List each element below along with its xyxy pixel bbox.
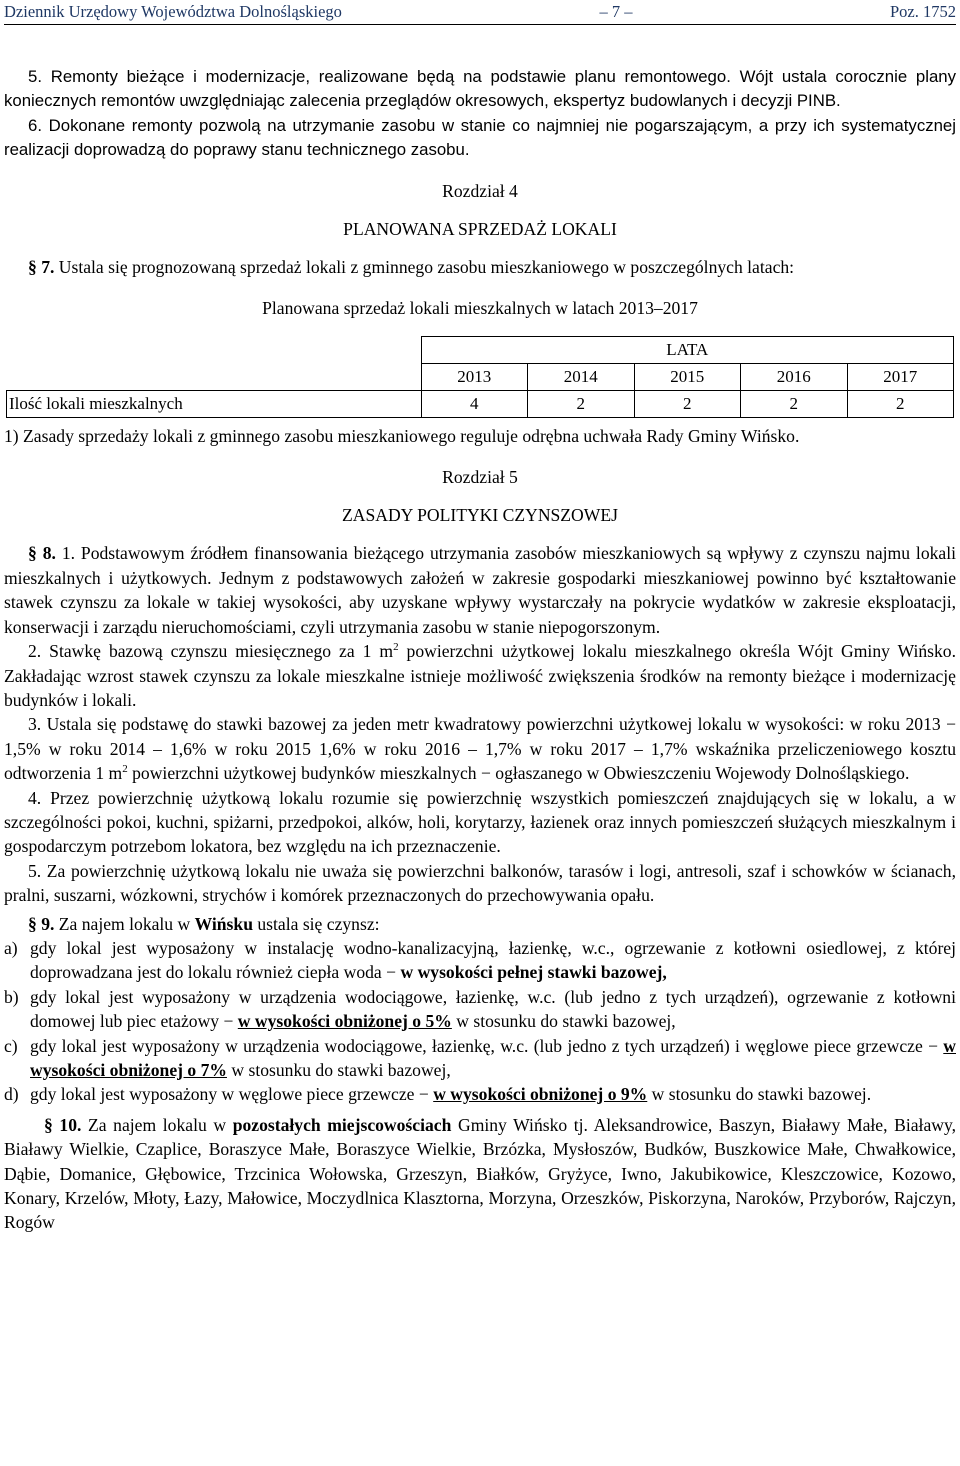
s10-text-a: Za najem lokalu w	[81, 1114, 233, 1135]
year-header: 2014	[528, 364, 635, 391]
section-8-number: § 8.	[28, 543, 56, 564]
section-9-number: § 9.	[28, 913, 55, 934]
p2-text-b: powierzchni użytkowej lokalu mieszkalnego określa Wójt Gminy Wińsko. Zakładając wzrost stawek czynszu za lokale mieszkalne istnieje możliwość zwiększenia środków na remonty bieżące i modernizację budynków i lokali.	[4, 641, 956, 710]
s10-text-b: Gminy Wińsko tj. Aleksandrowice, Baszyn, Białawy Małe, Białawy, Białawy Wielkie, Czaplice, Boraszyce Małe, Boraszyce Wielkie, Brzózka, Mysłoszów, Budków, Buszkowice Małe, Chwałkowice, Dąbie, Domanice, Głębowice, Trzcinica Wołowska, Grzeszyn, Białków, Gryżyce, Iwno, Jakubikowice, Kleszczowice, Kozowo, Konary, Krzelów, Młoty, Łazy, Małowice, Moczydlnica Klasztorna, Morzyna, Orzeszków, Piskorzyna, Naroków, Przyborów, Rajczyn, Rogów	[4, 1114, 957, 1233]
list-item-tail: w stosunku do stawki bazowej,	[226, 1060, 451, 1080]
section-7-text: Ustala się prognozowaną sprzedaż lokali z gminnego zasobu mieszkaniowego w poszczególnych latach:	[58, 257, 795, 278]
list-item	[4, 1082, 956, 1106]
table-title: Planowana sprzedaż lokali mieszkalnych w latach 2013–2017	[262, 297, 698, 318]
table-note: 1) Zasady sprzedaży lokali z gminnego zasobu mieszkaniowego reguluje odrębna uchwała Rady Gminy Wińsko.	[4, 426, 800, 447]
list-item-text: gdy lokal jest wyposażony w urządzenia wodociągowe, łazienkę, w.c. (lub jedno z tych urządzeń), ogrzewanie z kotłowni domowej lub piec etażowy −	[30, 986, 956, 1032]
list-item-text: gdy lokal jest wyposażony w węglowe piece grzewcze −	[30, 1084, 434, 1105]
list-item-emphasis: w wysokości obniżonej o 7%	[30, 1035, 956, 1080]
sales-table	[6, 336, 954, 418]
chapter-4-title: PLANOWANA SPRZEDAŻ LOKALI	[343, 219, 617, 240]
p3-superscript: 2	[122, 763, 128, 776]
chapter-5-title: ZASADY POLITYKI CZYNSZOWEJ	[342, 505, 618, 526]
list-item	[4, 985, 956, 1034]
p3-text-b: powierzchni użytkowej budynków mieszkalnych − ogłaszanego w Obwieszczeniu Wojewody Dolnośląskiego.	[127, 763, 910, 784]
year-header: 2015	[634, 364, 741, 391]
chapter-4-number: Rozdział 4	[442, 180, 518, 201]
s9-text-a: Za najem lokalu w	[54, 913, 195, 934]
section-8-paragraph-2	[4, 639, 956, 712]
table-header-row-2	[7, 364, 954, 391]
chapter-5-number: Rozdział 5	[442, 466, 518, 487]
section-8-paragraph-1	[4, 541, 956, 639]
table-row	[7, 391, 954, 418]
paragraph-5: 5. Remonty bieżące i modernizacje, realizowane będą na podstawie planu remontowego. Wójt ustala corocznie plany koniecznych remontów uwzględniając zalecenia przeglądów okresowych, ekspertyz budowlanych i decyzji PINB.	[4, 67, 956, 111]
section-8-p1-text: 1. Podstawowym źródłem finansowania bieżącego utrzymania zasobów mieszkaniowych są wpływy z czynszu najmu lokali mieszkalnych i użytkowych. Jednym z podstawowych założeń w zakresie gospodarki mieszkaniowej powinno być kształtowanie stawek czynszu za lokale w takiej wysokości, aby uzyskane wpływy wystarczały na pokrycie wydatków w zakresie eksploatacji, konserwacji i zarządu nieruchomościami, czyli utrzymania zasobu w stanie niepogorszonym.	[4, 543, 957, 637]
section-7-number: § 7.	[28, 257, 55, 278]
year-header: 2013	[421, 364, 528, 391]
section-8-paragraph-4: 4. Przez powierzchnię użytkową lokalu rozumie się powierzchnię wszystkich pomieszczeń znajdujących się w lokalu, a w szczególności pokoi, kuchni, spiżarni, przedpokoi, alków, holi, korytarzy, łazienek oraz innych pomieszczeń służących mieszkalnym i gospodarczym potrzebom lokatora, bez względu na ich przeznaczenie.	[4, 787, 956, 857]
section-8-paragraph-5: 5. Za powierzchnię użytkową lokalu nie uważa się powierzchni balkonów, tarasów i logi, antresoli, szaf i schowków w ścianach, pralni, suszarni, wózkowni, strychów i komórek przeznaczonych do przechowywania opału.	[4, 860, 956, 906]
p2-superscript: 2	[393, 641, 399, 654]
page-number: – 7 –	[599, 2, 633, 21]
list-item-emphasis: w wysokości obniżonej o 5%	[237, 1011, 452, 1032]
year-header: 2017	[847, 364, 954, 391]
page-header	[4, 0, 956, 24]
years-group-header: LATA	[421, 337, 954, 364]
table-header-row-1	[7, 337, 954, 364]
list-item-label: c)	[4, 1035, 18, 1056]
section-10-number: § 10.	[44, 1114, 82, 1135]
list-item-text: gdy lokal jest wyposażony w urządzenia wodociągowe, łazienkę, w.c. (lub jedno z tych urządzeń) i węglowe piece grzewcze −	[30, 1035, 944, 1056]
table-cell: 2	[741, 391, 848, 418]
list-item-label: d)	[4, 1084, 19, 1105]
position-number: Poz. 1752	[889, 2, 956, 21]
s9-text-b: ustala się czynsz:	[252, 913, 380, 934]
list-item-emphasis: w wysokości obniżonej o 9%	[433, 1084, 648, 1105]
s9-bold-place: Wińsku	[194, 913, 253, 934]
table-cell: 2	[847, 391, 954, 418]
list-item-text: gdy lokal jest wyposażony w instalację wodno-kanalizacyjną, łazienkę, w.c., ogrzewanie z kotłowni osiedlowej, z której doprowadzana jest do lokalu również ciepła woda −	[30, 937, 956, 983]
table-cell: 2	[634, 391, 741, 418]
section-7	[4, 255, 956, 279]
section-9-intro	[4, 912, 956, 936]
list-item	[4, 1034, 956, 1083]
table-cell: 4	[421, 391, 528, 418]
list-item-emphasis: w wysokości pełnej stawki bazowej,	[400, 962, 667, 983]
p3-text-a: 3. Ustala się podstawę do stawki bazowej za jeden metr kwadratowy powierzchni użytkowej lokalu w wysokości: w roku 2013 − 1,5% w roku 2014 – 1,6% w roku 2015 1,6% w roku 2016 – 1,7% w roku 2017 – 1,7% wskaźnika przeliczeniowego kosztu odtworzenia 1 m	[4, 714, 956, 784]
row-label: Ilość lokali mieszkalnych	[7, 391, 422, 418]
year-header: 2016	[741, 364, 848, 391]
list-item	[4, 936, 956, 985]
publication-title: Dziennik Urzędowy Województwa Dolnośląskiego	[4, 2, 342, 21]
list-item-label: a)	[4, 937, 18, 958]
section-10	[4, 1113, 956, 1235]
list-item-tail: w stosunku do stawki bazowej,	[451, 1011, 676, 1032]
paragraph-6: 6. Dokonane remonty pozwolą na utrzymanie zasobu w stanie co najmniej nie pogarszającym, a przy ich systematycznej realizacji doprowadzą do poprawy stanu technicznego zasobu.	[4, 115, 956, 160]
s10-bold-phrase: pozostałych miejscowościach	[232, 1114, 452, 1135]
header-divider	[4, 24, 956, 25]
section-8-paragraph-3	[4, 712, 956, 785]
section-9-list	[4, 936, 956, 1107]
list-item-label: b)	[4, 986, 19, 1007]
table-cell: 2	[528, 391, 635, 418]
p2-text-a: 2. Stawkę bazową czynszu miesięcznego za 1 m	[28, 641, 394, 662]
list-item-tail: w stosunku do stawki bazowej.	[647, 1084, 872, 1105]
